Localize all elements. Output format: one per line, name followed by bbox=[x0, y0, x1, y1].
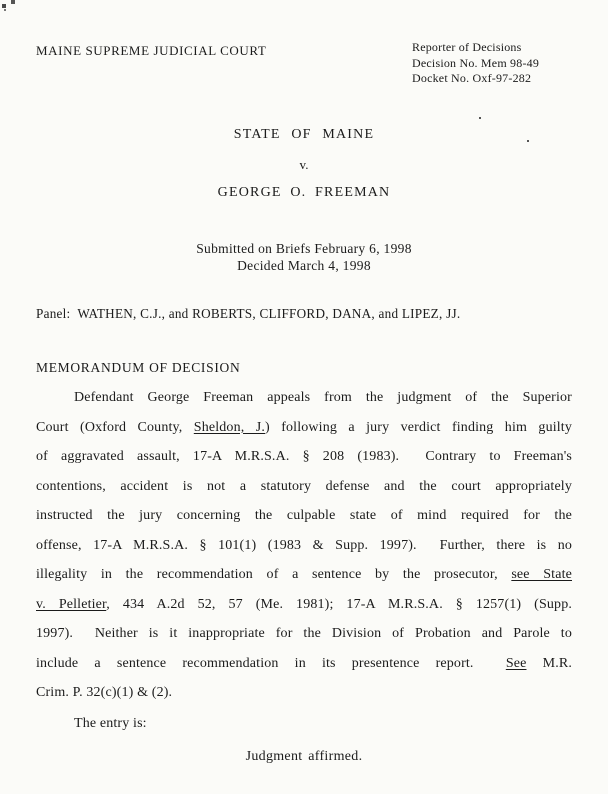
submitted-date: Submitted on Briefs February 6, 1998 bbox=[196, 241, 412, 256]
panel-line: Panel: WATHEN, C.J., and ROBERTS, CLIFFORD, DANA, and LIPEZ, JJ. bbox=[36, 306, 461, 321]
body-text: Defendant George Freeman appeals from the judgment of the Superior bbox=[74, 390, 572, 405]
dates-block bbox=[0, 241, 608, 274]
caption-versus: v. bbox=[299, 157, 309, 172]
body-text: illegality in the recommendation of a sentence by the prosecutor, bbox=[36, 567, 512, 582]
memorandum-body bbox=[36, 388, 572, 713]
body-line bbox=[36, 624, 572, 654]
decision-number: Decision No. Mem 98-49 bbox=[412, 55, 540, 70]
court-name: MAINE SUPREME JUDICIAL COURT bbox=[36, 43, 267, 58]
body-line bbox=[36, 506, 572, 536]
body-line bbox=[36, 477, 572, 507]
section-heading: MEMORANDUM OF DECISION bbox=[36, 360, 241, 375]
scan-artifact-specks bbox=[0, 0, 2, 2]
body-text: Court (Oxford County, bbox=[36, 419, 194, 435]
body-line bbox=[36, 447, 572, 477]
body-text: ) following a jury verdict finding him guilty bbox=[265, 419, 572, 435]
reporter-block bbox=[412, 40, 539, 87]
citation-underlined: v. Pelletier bbox=[36, 596, 107, 612]
body-line bbox=[36, 565, 572, 595]
body-text: offense, 17-A M.R.S.A. § 101(1) (1983 & Supp. 1997). Further, there is no bbox=[36, 537, 572, 553]
body-text: instructed the jury concerning the culpable state of mind required for the bbox=[36, 508, 572, 523]
entry-intro: The entry is: bbox=[74, 716, 147, 731]
body-line bbox=[36, 536, 572, 566]
citation-underlined: see State bbox=[511, 567, 572, 582]
body-line bbox=[36, 418, 572, 448]
judgment-entry: Judgment affirmed. bbox=[245, 749, 363, 764]
body-text: , 434 A.2d 52, 57 (Me. 1981); 17-A M.R.S.A. § 1257(1) (Supp. bbox=[106, 596, 572, 612]
body-text: Crim. P. 32(c)(1) & (2). bbox=[36, 685, 173, 700]
citation-underlined: Sheldon, J. bbox=[193, 419, 266, 435]
caption-plaintiff: STATE OF MAINE bbox=[233, 127, 375, 142]
caption-defendant: GEORGE O. FREEMAN bbox=[217, 185, 391, 200]
reporter-of-decisions: Reporter of Decisions bbox=[412, 40, 522, 54]
body-text: contentions, accident is not a statutory defense and the court appropriately bbox=[36, 478, 572, 494]
citation-underlined: See bbox=[505, 655, 527, 671]
body-line bbox=[36, 654, 572, 684]
body-line bbox=[36, 595, 572, 625]
docket-number: Docket No. Oxf-97-282 bbox=[412, 71, 532, 85]
body-text: 1997). Neither is it inappropriate for the Division of Probation and Parole to bbox=[36, 626, 572, 641]
body-text: of aggravated assault, 17-A M.R.S.A. § 208 (1983). Contrary to Freeman's bbox=[36, 449, 572, 464]
body-text: M.R. bbox=[526, 655, 572, 671]
decided-date: Decided March 4, 1998 bbox=[237, 257, 371, 273]
body-line bbox=[36, 683, 572, 713]
body-line bbox=[36, 388, 572, 418]
body-text: include a sentence recommendation in its presentence report. bbox=[36, 655, 506, 671]
